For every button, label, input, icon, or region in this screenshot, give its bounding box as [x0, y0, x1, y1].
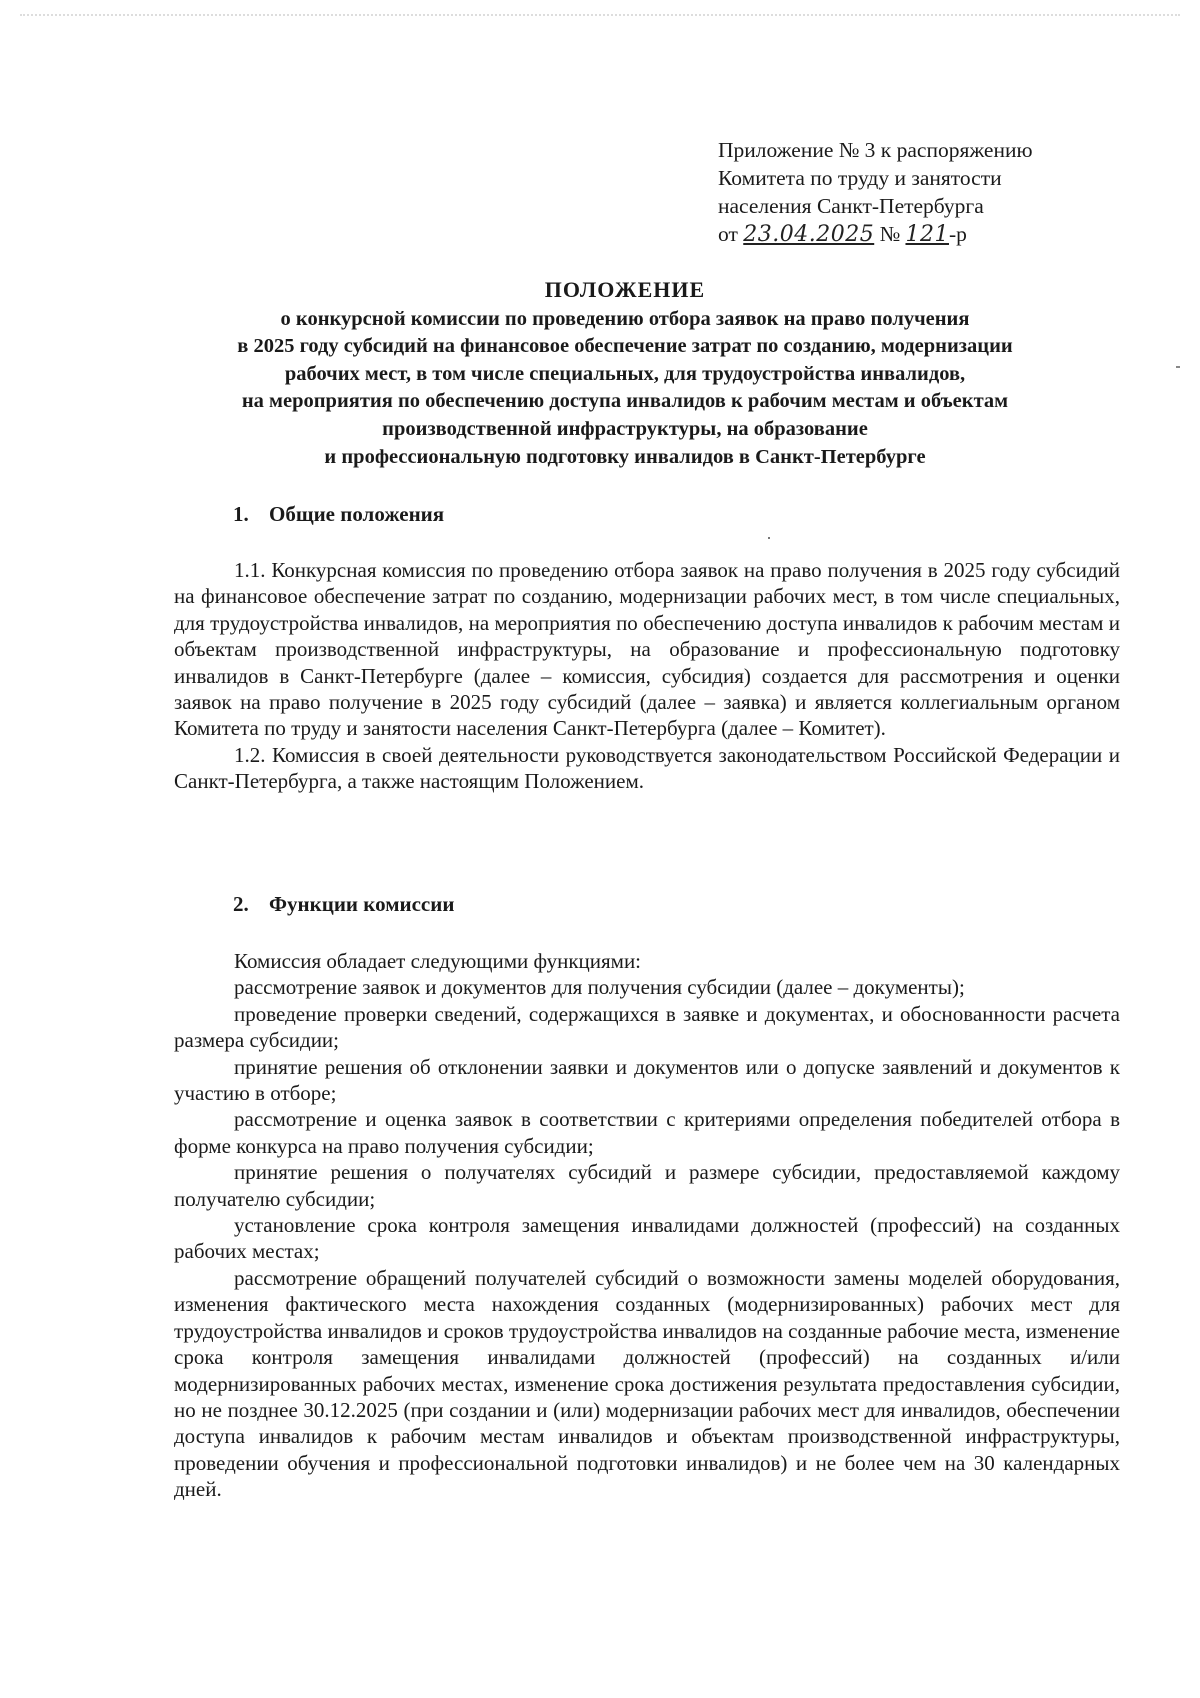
section-2-heading	[233, 892, 454, 917]
section-1-title: Общие положения	[269, 502, 445, 526]
paragraph: принятие решения об отклонении заявки и документов или о допуске заявлений и документов к участию в отборе;	[174, 1054, 1120, 1106]
paragraph: установление срока контроля замещения инвалидами должностей (профессий) на созданных рабочих местах;	[174, 1213, 1120, 1264]
paragraph: проведение проверки сведений, содержащихся в заявке и документах, и обоснованности расчета размера субсидии;	[174, 1001, 1120, 1053]
section-2-title: Функции комиссии	[269, 892, 455, 916]
paragraph: рассмотрение заявок и документов для получения субсидии (далее – документы);	[234, 975, 965, 1000]
section-2-number: 2.	[233, 892, 249, 916]
from-label: от	[718, 222, 738, 246]
title-main: ПОЛОЖЕНИЕ	[544, 277, 706, 302]
scan-dot	[768, 537, 770, 539]
number-suffix: -р	[948, 222, 967, 246]
paragraph: рассмотрение и оценка заявок в соответствии с критериями определения победителей отбора в форме конкурса на право получения субсидии;	[174, 1107, 1120, 1158]
appendix-date-line	[718, 220, 1033, 249]
section-1-body	[174, 557, 1120, 795]
paragraph: 1.2. Комиссия в своей деятельности руководствуется законодательством Российской Федерации и Санкт-Петербурга, а также настоящим Положением.	[174, 742, 1120, 794]
scan-mark	[1176, 366, 1180, 368]
paragraph: принятие решения о получателях субсидий и размере субсидии, предоставляемой каждому получателю субсидии;	[174, 1160, 1120, 1211]
appendix-line-2: Комитета по труду и занятости	[718, 166, 1002, 190]
title-line: о конкурсной комиссии по проведению отбора заявок на право получения	[280, 307, 970, 330]
appendix-line-3: населения Санкт-Петербурга	[718, 194, 984, 218]
scan-artifact-line	[20, 14, 1180, 16]
handwritten-number: 121	[905, 222, 949, 247]
appendix-line-1: Приложение № 3 к распоряжению	[718, 138, 1033, 162]
title-line: и профессиональную подготовку инвалидов в Санкт-Петербурге	[324, 445, 926, 468]
paragraph: Комиссия обладает следующими функциями:	[234, 949, 642, 973]
title-line: производственной инфраструктуры, на образование	[382, 417, 868, 440]
paragraph: 1.1. Конкурсная комиссия по проведению отбора заявок на право получения в 2025 году субсидий на финансовое обеспечение затрат по созданию, модернизации рабочих мест, в том числе специальных, для трудоустройства инвалидов, на мероприятия по обеспечению доступа инвалидов к рабочим местам и объектам производственной инфраструктуры, на образование и профессиональную подготовку инвалидов в Санкт-Петербурге (далее – комиссия, субсидия) создается для рассмотрения и оценки заявок на право получение в 2025 году субсидий (далее – заявка) и является коллегиальным органом Комитета по труду и занятости населения Санкт-Петербурга (далее – Комитет).	[174, 558, 1120, 741]
title-line: рабочих мест, в том числе специальных, для трудоустройства инвалидов,	[284, 362, 966, 385]
section-2-body	[174, 948, 1120, 1503]
appendix-header	[718, 136, 1033, 249]
number-label: №	[879, 222, 901, 246]
title-line: в 2025 году субсидий на финансовое обеспечение затрат по созданию, модернизации	[237, 335, 1013, 358]
section-1-heading	[233, 502, 444, 527]
section-1-number: 1.	[233, 502, 249, 526]
paragraph: рассмотрение обращений получателей субсидий о возможности замены моделей оборудования, изменения фактического места нахождения созданных (модернизированных) рабочих мест для трудоустройства инвалидов и сроков трудоустройства инвалидов на созданные рабочие места, изменение срока контроля замещения инвалидами должностей (профессий) на созданных и/или модернизированных рабочих местах, изменение срока достижения результата предоставления субсидии, но не позднее 30.12.2025 (при создании и (или) модернизации рабочих мест для инвалидов, обеспечении доступа инвалидов к рабочим местам инвалидов и объектам производственной инфраструктуры, проведении обучения и профессиональной подготовки инвалидов) и не более чем на 30 календарных дней.	[174, 1265, 1120, 1502]
title-line: на мероприятия по обеспечению доступа инвалидов к рабочим местам и объектам	[241, 390, 1009, 413]
handwritten-date: 23.04.2025	[743, 222, 875, 247]
document-title	[170, 276, 1080, 471]
